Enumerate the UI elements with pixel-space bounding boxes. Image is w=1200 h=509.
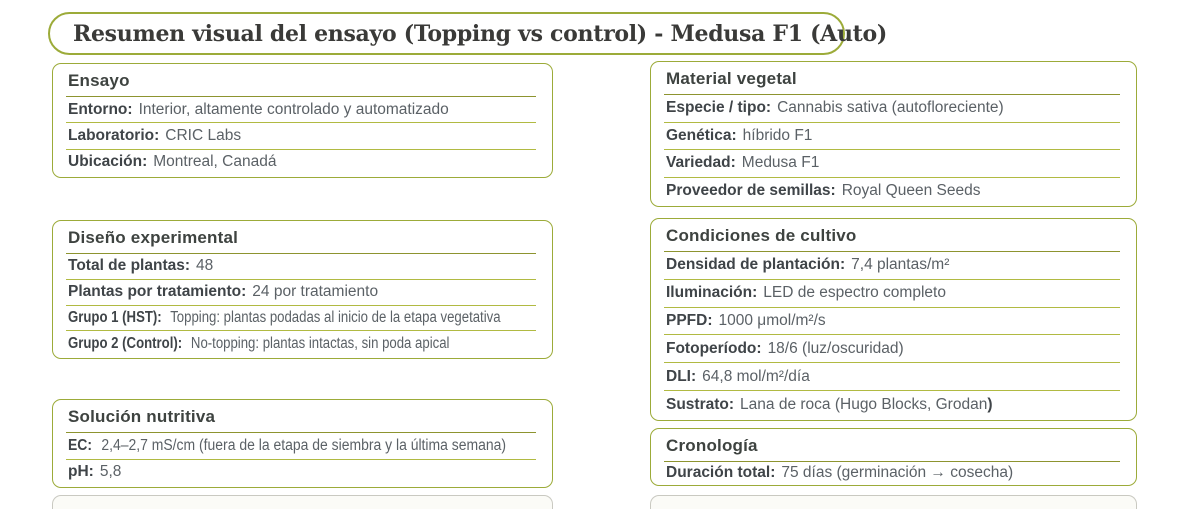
card-diseno-title: Diseño experimental [66,222,536,254]
condensed-text [68,309,501,327]
card-solucion-nutritiva [52,399,553,488]
row-label: Duración total: [666,463,776,481]
row-label: Entorno: [68,100,133,118]
row-label: Proveedor de semillas: [666,181,836,199]
row-plantas-tratamiento [66,280,536,306]
row-variedad [664,150,1120,178]
row-value: Topping: plantas podadas al inicio de la etapa vegetativa [170,308,501,326]
row-grupo-1-hst [66,306,536,332]
row-label: Ubicación: [68,153,148,171]
row-label: Grupo 1 (HST): [68,308,162,326]
row-value: 7,4 plantas/m² [851,256,950,274]
row-densidad-plantacion [664,252,1120,280]
card-condiciones-cultivo [650,218,1137,421]
card-material-title: Material vegetal [664,63,1120,95]
row-value: Interior, altamente controlado y automatizado [138,100,449,118]
card-condiciones-title: Condiciones de cultivo [664,220,1120,252]
cutoff-card-left [52,495,553,509]
row-label: Genética: [666,126,737,144]
row-label: DLI: [666,367,697,385]
row-label: Total de plantas: [68,257,191,275]
row-value: LED de espectro completo [763,284,946,302]
card-ensayo-title: Ensayo [66,65,536,97]
title-banner [48,12,887,55]
row-value: híbrido F1 [742,126,813,144]
row-total-plantas [66,254,536,280]
card-cronologia [650,428,1137,486]
row-label: Especie / tipo: [666,99,772,117]
card-solucion-title: Solución nutritiva [66,401,536,433]
row-especie-tipo [664,95,1120,123]
row-label: pH: [68,463,94,481]
row-ph [66,460,536,486]
row-sustrato [664,391,1120,418]
row-ubicacion [66,150,536,175]
row-duracion-total [664,462,1120,483]
row-value: Cannabis sativa (autofloreciente) [777,99,1004,117]
row-label: EC: [68,436,93,454]
row-value: 64,8 mol/m²/día [702,367,810,385]
row-fotoperiodo [664,335,1120,363]
row-value: 24 por tratamiento [252,283,379,301]
page-title: Resumen visual del ensayo (Topping vs control) - Medusa F1 (Auto) [73,20,887,47]
row-value: CRIC Labs [165,126,242,144]
row-label: PPFD: [666,312,713,330]
row-label: Fotoperíodo: [666,339,762,357]
row-value: No-topping: plantas intactas, sin poda apical [190,334,450,352]
condensed-text [68,437,506,455]
row-proveedor-semillas [664,178,1120,205]
row-label: Densidad de plantación: [666,256,846,274]
row-label: Laboratorio: [68,126,160,144]
row-value: Medusa F1 [741,154,820,172]
row-label: Iluminación: [666,284,758,302]
row-genetica [664,123,1120,151]
card-diseno-experimental [52,220,553,359]
row-grupo-2-control [66,331,536,356]
row-value: 48 [196,257,214,275]
row-label: Grupo 2 (Control): [68,334,183,352]
card-cronologia-title: Cronología [664,430,1120,462]
card-ensayo [52,63,553,178]
row-value: 18/6 (luz/oscuridad) [767,339,904,357]
row-value: Lana de roca (Hugo Blocks, Grodan [740,395,988,413]
row-label: Sustrato: [666,395,735,413]
row-value: 75 días (germinación → cosecha) [781,463,1014,481]
row-iluminacion [664,280,1120,308]
card-material-vegetal [650,61,1137,207]
row-ppfd [664,308,1120,336]
row-value: Montreal, Canadá [153,153,277,171]
cutoff-card-right [650,495,1137,509]
row-value: Royal Queen Seeds [841,181,981,199]
row-value: 5,8 [99,463,122,481]
row-label: Plantas por tratamiento: [68,283,247,301]
row-value-suffix: ) [987,395,993,413]
row-label: Variedad: [666,154,736,172]
row-laboratorio [66,123,536,149]
row-value: 2,4–2,7 mS/cm (fuera de la etapa de siembra y la última semana) [101,436,507,454]
row-ec [66,433,536,460]
row-value: 1000 μmol/m²/s [718,312,826,330]
row-entorno [66,97,536,123]
condensed-text [68,335,449,353]
row-dli [664,363,1120,391]
